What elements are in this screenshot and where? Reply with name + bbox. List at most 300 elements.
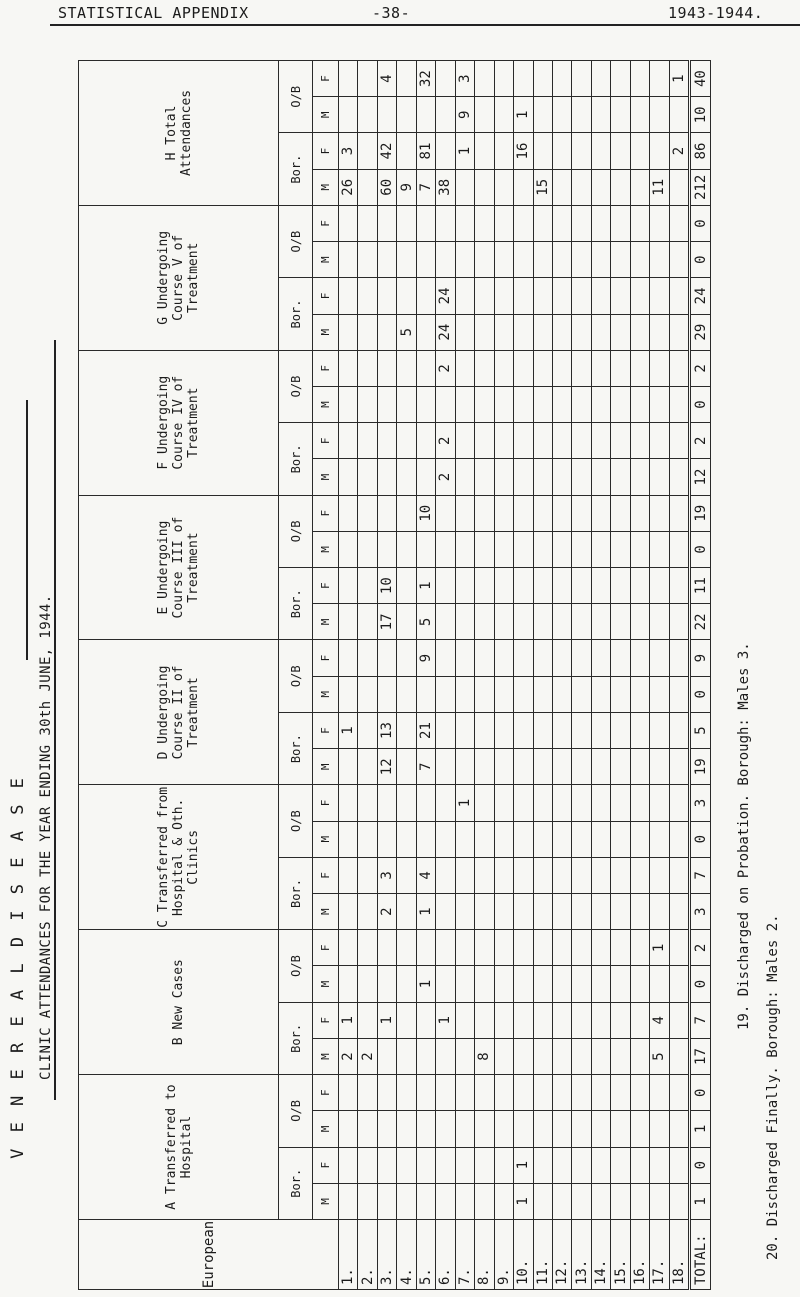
header-page-number: -38- [372, 4, 411, 22]
table-cell: 10 [377, 568, 396, 604]
table-cell [475, 97, 494, 133]
row-label: 5. [416, 1220, 435, 1290]
table-cell [650, 604, 669, 640]
female-column-header: F [313, 423, 339, 459]
table-cell [611, 1075, 630, 1111]
male-column-header: M [313, 821, 339, 857]
table-cell: 8 [475, 1038, 494, 1074]
table-cell [533, 1002, 552, 1038]
table-cell [358, 857, 377, 893]
table-cell [436, 386, 455, 422]
table-cell [669, 1111, 690, 1147]
header-year: 1943-1944. [668, 4, 764, 22]
table-cell [339, 1111, 358, 1147]
table-cell [552, 568, 571, 604]
table-cell [630, 1111, 649, 1147]
table-cell [630, 205, 649, 241]
table-cell [650, 785, 669, 821]
table-cell [416, 97, 435, 133]
table-cell [611, 894, 630, 930]
table-cell: 2 [436, 459, 455, 495]
row-label: 10. [514, 1220, 533, 1290]
table-cell [494, 821, 513, 857]
group-header: F Undergoing Course IV of Treatment [79, 350, 279, 495]
table-cell: 26 [339, 169, 358, 205]
table-cell [650, 459, 669, 495]
table-cell [514, 386, 533, 422]
table-cell [533, 350, 552, 386]
table-cell [630, 242, 649, 278]
table-cell [591, 1111, 610, 1147]
table-cell [552, 495, 571, 531]
table-cell [358, 604, 377, 640]
total-cell: 0 [690, 821, 711, 857]
table-cell [650, 1183, 669, 1219]
table-cell [416, 314, 435, 350]
table-cell [514, 930, 533, 966]
table-cell [533, 1111, 552, 1147]
table-cell [514, 676, 533, 712]
table-cell [514, 821, 533, 857]
table-cell [611, 242, 630, 278]
group-header: B New Cases [79, 930, 279, 1075]
table-cell [455, 894, 474, 930]
subhead-out-of-borough: O/B [279, 61, 313, 133]
table-cell [436, 821, 455, 857]
table-cell [533, 1183, 552, 1219]
female-column-header: F [313, 1075, 339, 1111]
table-cell [339, 242, 358, 278]
table-cell [669, 676, 690, 712]
female-column-header: F [313, 133, 339, 169]
table-cell [514, 1075, 533, 1111]
table-cell [339, 423, 358, 459]
table-cell [630, 712, 649, 748]
table-cell [436, 568, 455, 604]
table-cell [397, 930, 416, 966]
table-cell [339, 676, 358, 712]
table-cell [552, 857, 571, 893]
table-cell [533, 1075, 552, 1111]
table-cell: 1 [514, 1183, 533, 1219]
table-cell [455, 386, 474, 422]
table-cell [358, 894, 377, 930]
table-cell [552, 133, 571, 169]
table-cell [397, 712, 416, 748]
table-cell [436, 930, 455, 966]
table-cell [397, 568, 416, 604]
table-cell [339, 604, 358, 640]
table-cell [475, 242, 494, 278]
table-cell [475, 61, 494, 97]
table-cell: 2 [358, 1038, 377, 1074]
table-cell [572, 1002, 591, 1038]
table-cell [630, 1002, 649, 1038]
table-cell [591, 459, 610, 495]
table-cell [455, 1075, 474, 1111]
table-cell [339, 857, 358, 893]
table-cell [572, 314, 591, 350]
margin-rule [26, 400, 28, 660]
table-cell [494, 1183, 513, 1219]
table-cell [630, 61, 649, 97]
table-cell [650, 1147, 669, 1183]
row-label: 1. [339, 1220, 358, 1290]
table-cell [669, 1075, 690, 1111]
table-cell: 38 [436, 169, 455, 205]
table-cell [377, 966, 396, 1002]
table-cell: 3 [339, 133, 358, 169]
header-row-groups [79, 61, 279, 1290]
table-cell [630, 857, 649, 893]
table-cell [475, 1147, 494, 1183]
table-cell [494, 894, 513, 930]
table-cell [455, 857, 474, 893]
table-cell [552, 785, 571, 821]
total-cell: 86 [690, 133, 711, 169]
total-cell: 5 [690, 712, 711, 748]
table-cell [358, 966, 377, 1002]
total-cell: 212 [690, 169, 711, 205]
total-cell: 10 [690, 97, 711, 133]
table-cell [630, 314, 649, 350]
table-cell: 4 [650, 1002, 669, 1038]
table-row [650, 61, 669, 1290]
total-cell: 0 [690, 1075, 711, 1111]
table-cell [611, 1111, 630, 1147]
table-cell [514, 1038, 533, 1074]
table-cell [552, 1038, 571, 1074]
table-cell [475, 133, 494, 169]
table-cell: 60 [377, 169, 396, 205]
table-cell [514, 966, 533, 1002]
table-cell [650, 61, 669, 97]
row-label: 9. [494, 1220, 513, 1290]
table-cell [397, 133, 416, 169]
table-row [358, 61, 377, 1290]
table-cell [436, 495, 455, 531]
note-probation: 19. Discharged on Probation. Borough: Males 3. [736, 642, 752, 1030]
table-cell [397, 821, 416, 857]
table-cell [514, 785, 533, 821]
table-cell [552, 966, 571, 1002]
table-cell [533, 205, 552, 241]
table-cell [650, 857, 669, 893]
table-cell [475, 459, 494, 495]
table-cell [397, 386, 416, 422]
table-cell [358, 531, 377, 567]
total-cell: 24 [690, 278, 711, 314]
table-cell [416, 1038, 435, 1074]
table-cell [630, 169, 649, 205]
subhead-borough: Bor. [279, 1147, 313, 1219]
table-cell [552, 531, 571, 567]
table-cell [339, 1147, 358, 1183]
table-cell [436, 242, 455, 278]
table-row [475, 61, 494, 1290]
table-cell [397, 205, 416, 241]
table-cell [572, 61, 591, 97]
table-cell [650, 386, 669, 422]
table-cell [650, 350, 669, 386]
table-cell [650, 242, 669, 278]
table-cell [591, 314, 610, 350]
row-label: 13. [572, 1220, 591, 1290]
table-cell [611, 169, 630, 205]
table-cell [611, 97, 630, 133]
table-cell [436, 749, 455, 785]
table-cell [552, 640, 571, 676]
table-cell [552, 169, 571, 205]
table-cell [436, 61, 455, 97]
table-cell [572, 97, 591, 133]
header-row-subheads [279, 61, 313, 1290]
table-cell: 3 [455, 61, 474, 97]
table-cell [377, 314, 396, 350]
table-cell [416, 1147, 435, 1183]
table-cell: 21 [416, 712, 435, 748]
table-cell [475, 1075, 494, 1111]
table-cell [552, 930, 571, 966]
row-label: 15. [611, 1220, 630, 1290]
table-cell [455, 749, 474, 785]
table-cell [358, 242, 377, 278]
total-cell: 11 [690, 568, 711, 604]
table-cell [611, 1038, 630, 1074]
subhead-out-of-borough: O/B [279, 930, 313, 1002]
table-cell [377, 386, 396, 422]
subhead-out-of-borough: O/B [279, 350, 313, 422]
table-cell [630, 604, 649, 640]
table-cell [552, 894, 571, 930]
female-column-header: F [313, 857, 339, 893]
subhead-borough: Bor. [279, 568, 313, 640]
group-header: A Transferred to Hospital [79, 1075, 279, 1220]
table-cell [339, 785, 358, 821]
table-cell [475, 531, 494, 567]
table-cell [377, 97, 396, 133]
table-cell [650, 314, 669, 350]
table-cell [436, 1111, 455, 1147]
table-cell: 17 [377, 604, 396, 640]
table-cell [475, 676, 494, 712]
male-column-header: M [313, 749, 339, 785]
table-cell [591, 242, 610, 278]
table-cell [611, 1002, 630, 1038]
table-cell [533, 495, 552, 531]
table-cell [533, 785, 552, 821]
table-cell [339, 568, 358, 604]
header-appendix-title: STATISTICAL APPENDIX [58, 4, 249, 22]
table-cell [591, 1075, 610, 1111]
subhead-borough: Bor. [279, 423, 313, 495]
table-cell [669, 749, 690, 785]
table-cell [572, 1075, 591, 1111]
table-cell [397, 423, 416, 459]
table-cell [416, 676, 435, 712]
table-cell [358, 97, 377, 133]
table-cell [572, 242, 591, 278]
table-cell [552, 242, 571, 278]
female-column-header: F [313, 1002, 339, 1038]
table-cell [630, 966, 649, 1002]
table-cell: 12 [377, 749, 396, 785]
male-column-header: M [313, 1038, 339, 1074]
table-cell [475, 205, 494, 241]
table-cell [611, 423, 630, 459]
table-cell [455, 459, 474, 495]
table-cell [611, 1147, 630, 1183]
table-cell [397, 1002, 416, 1038]
table-cell [455, 640, 474, 676]
table-cell: 1 [339, 712, 358, 748]
table-cell: 7 [416, 169, 435, 205]
table-cell [572, 133, 591, 169]
table-cell [377, 495, 396, 531]
table-cell [339, 350, 358, 386]
table-cell [650, 495, 669, 531]
table-cell [377, 785, 396, 821]
table-cell [669, 350, 690, 386]
table-cell [630, 930, 649, 966]
table-cell [358, 1075, 377, 1111]
table-cell [358, 459, 377, 495]
table-cell: 7 [416, 749, 435, 785]
table-cell [494, 495, 513, 531]
table-cell [669, 97, 690, 133]
table-cell [436, 531, 455, 567]
total-cell: 0 [690, 1147, 711, 1183]
table-cell [552, 749, 571, 785]
table-cell [494, 568, 513, 604]
table-cell [591, 821, 610, 857]
table-cell [552, 314, 571, 350]
table-cell: 2 [339, 1038, 358, 1074]
table-cell [552, 1002, 571, 1038]
table-cell: 24 [436, 314, 455, 350]
table-cell [533, 676, 552, 712]
female-column-header: F [313, 278, 339, 314]
table-cell [591, 531, 610, 567]
table-cell [436, 1183, 455, 1219]
table-cell [572, 350, 591, 386]
table-cell [339, 386, 358, 422]
table-cell [669, 1183, 690, 1219]
table-cell [455, 1002, 474, 1038]
table-cell [339, 314, 358, 350]
table-cell [416, 459, 435, 495]
table-cell [669, 205, 690, 241]
table-cell [669, 785, 690, 821]
table-cell [572, 495, 591, 531]
table-cell [650, 1111, 669, 1147]
table-cell [358, 61, 377, 97]
table-cell [630, 495, 649, 531]
table-cell [494, 785, 513, 821]
table-cell [514, 712, 533, 748]
table-cell [397, 1147, 416, 1183]
table-cell [397, 676, 416, 712]
table-cell [397, 242, 416, 278]
table-cell: 1 [514, 1147, 533, 1183]
table-cell [630, 821, 649, 857]
table-cell [416, 1111, 435, 1147]
table-cell [494, 350, 513, 386]
table-cell [475, 568, 494, 604]
table-cell [650, 749, 669, 785]
table-cell [436, 133, 455, 169]
table-cell [358, 386, 377, 422]
total-cell: 0 [690, 242, 711, 278]
subhead-out-of-borough: O/B [279, 495, 313, 567]
table-cell [358, 1002, 377, 1038]
row-label: 2. [358, 1220, 377, 1290]
total-cell: 12 [690, 459, 711, 495]
table-cell [416, 242, 435, 278]
table-cell [572, 966, 591, 1002]
table-cell [611, 531, 630, 567]
female-column-header: F [313, 1147, 339, 1183]
table-row [591, 61, 610, 1290]
table-cell [377, 350, 396, 386]
male-column-header: M [313, 242, 339, 278]
subhead-out-of-borough: O/B [279, 1075, 313, 1147]
table-cell [669, 857, 690, 893]
table-cell [552, 1075, 571, 1111]
table-cell [436, 205, 455, 241]
female-column-header: F [313, 568, 339, 604]
table-cell [436, 1147, 455, 1183]
table-cell [611, 1183, 630, 1219]
subhead-borough: Bor. [279, 712, 313, 784]
table-cell [416, 531, 435, 567]
table-cell [455, 350, 474, 386]
table-cell [650, 894, 669, 930]
table-cell [455, 314, 474, 350]
table-cell [630, 1147, 649, 1183]
table-cell [591, 894, 610, 930]
table-cell [533, 930, 552, 966]
table-cell [475, 749, 494, 785]
table-cell: 1 [416, 568, 435, 604]
table-cell [494, 61, 513, 97]
table-cell [397, 531, 416, 567]
table-row [572, 61, 591, 1290]
total-cell: 2 [690, 423, 711, 459]
table-cell: 1 [514, 97, 533, 133]
table-cell [572, 1147, 591, 1183]
table-cell [455, 278, 474, 314]
male-column-header: M [313, 676, 339, 712]
table-cell [436, 640, 455, 676]
table-cell: 2 [436, 350, 455, 386]
table-cell [611, 495, 630, 531]
table-cell [572, 205, 591, 241]
table-cell [552, 205, 571, 241]
table-cell [514, 531, 533, 567]
table-cell [572, 459, 591, 495]
table-cell [475, 1183, 494, 1219]
table-cell [455, 821, 474, 857]
table-cell [611, 604, 630, 640]
table-cell [475, 640, 494, 676]
table-cell [591, 857, 610, 893]
table-cell [533, 531, 552, 567]
male-column-header: M [313, 894, 339, 930]
table-cell [475, 894, 494, 930]
table-cell [650, 966, 669, 1002]
table-cell: 5 [650, 1038, 669, 1074]
